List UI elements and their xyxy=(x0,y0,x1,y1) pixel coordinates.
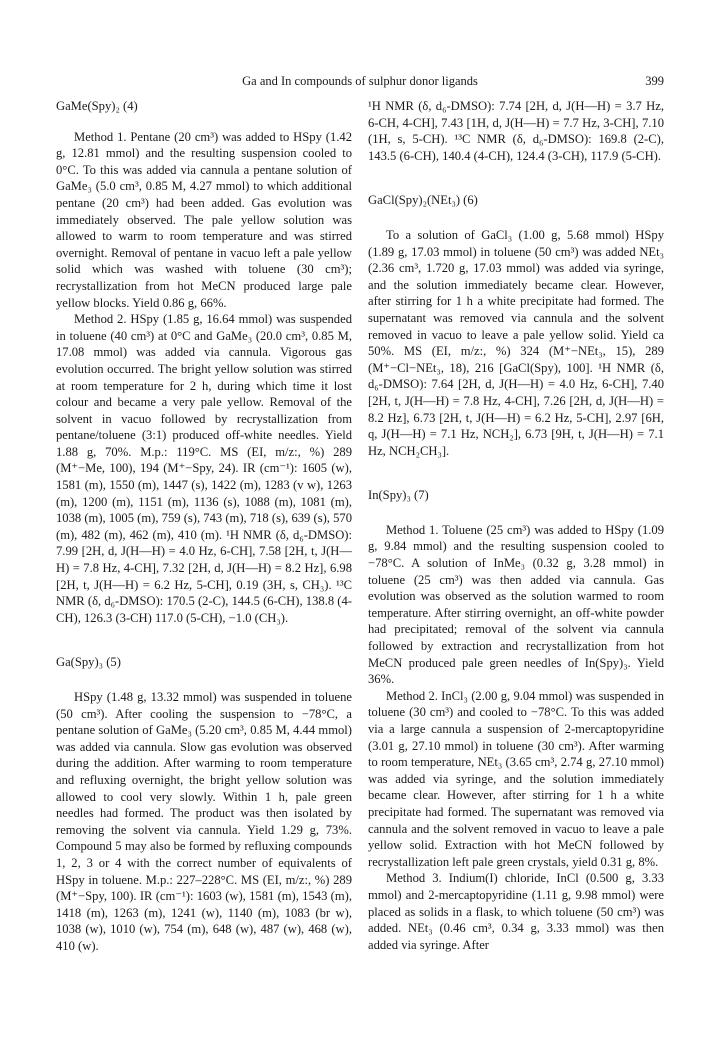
running-title: Ga and In compounds of sulphur donor ligands xyxy=(242,74,478,88)
paragraph-compound-7-method-1: Method 1. Toluene (25 cm³) was added to HSpy (1.09 g, 9.84 mmol) and the resulting suspension cooled to −78°C. A solution of InMe₃ (0.32 g, 3.28 mmol) in toluene (25 cm³) was then added via cannula. Gas evolution was observed as the solution warmed to room temperature. After stirring overnight, an off-white powder had precipitated; removal of the solvent via cannula followed by extraction and recrystallization from hot MeCN produced pale green needles of In(Spy)₃. Yield 36%. xyxy=(368,522,664,687)
paragraph-compound-4-method-2: Method 2. HSpy (1.85 g, 16.64 mmol) was suspended in toluene (40 cm³) at 0°C and GaMe₃ (20.0 cm³, 0.85 M, 17.08 mmol) was added via cannula. Vigorous gas evolution occurred. The bright yellow solution was stirred at room temperature for 2 h, during which time it lost colour and became a very pale yellow. Removal of the solvent in vacuo followed by recrystallization from pentane/toluene (3:1) produced off-white needles. Yield 1.88 g, 70%. M.p.: 119°C. MS (EI, m/z:, %) 289 (M⁺−Me, 100), 194 (M⁺−Spy, 24). IR (cm⁻¹): 1605 (w), 1581 (m), 1550 (m), 1447 (s), 1422 (m), 1283 (v w), 1263 (m), 1200 (m), 1151 (m), 1136 (s), 1088 (m), 1081 (m), 1038 (m), 1005 (m), 759 (s), 743 (m), 718 (s), 639 (s), 570 (m), 482 (m), 462 (m), 410 (m). ¹H NMR (δ, d₆-DMSO): 7.99 [2H, d, J(H—H) = 4.0 Hz, 6-CH], 7.58 [2H, t, J(H—H) = 7.8 Hz, 4-CH], 7.32 [2H, d, J(H—H) = 8.2 Hz], 6.98 [2H, t, J(H—H) = 6.2 Hz, 5-CH], 0.19 (3H, s, CH₃). ¹³C NMR (δ, d₆-DMSO): 170.5 (2-C), 144.5 (6-CH), 138.8 (4-CH), 126.3 (3-CH) 117.0 (5-CH), −1.0 (CH₃). xyxy=(56,312,352,625)
paragraph-compound-6: To a solution of GaCl₃ (1.00 g, 5.68 mmol) HSpy (1.89 g, 17.03 mmol) in toluene (50 cm³) was added NEt₃ (2.36 cm³, 1.720 g, 17.03 mmol) was added via syringe, and the solution immediately became clear. However, after stirring for 1 h a white precipitate had formed. The supernatant was removed via cannula and the solvent removed in vacuo to leave a pale yellow solid. Yield ca 50%. MS (EI, m/z:, %) 324 (M⁺−NEt₃, 15), 289 (M⁺−Cl−NEt₃, 18), 216 [GaCl(Spy), 100]. ¹H NMR (δ, d₆-DMSO): 7.64 [2H, d, J(H—H) = 4.0 Hz, 6-CH], 7.40 [2H, t, J(H—H) = 7.8 Hz, 4-CH], 7.26 [2H, d, J(H—H) = 8.2 Hz], 6.73 [2H, t, J(H—H) = 6.2 Hz, 5-CH], 2.97 [6H, q, J(H—H) = 7.1 Hz, NCH₂], 6.73 [9H, t, J(H—H) = 7.1 Hz, NCH₂CH₃]. xyxy=(368,227,664,458)
left-column xyxy=(56,98,352,955)
section-heading-compound-4: GaMe(Spy)₂ (4) xyxy=(56,99,138,113)
page-header xyxy=(56,74,664,94)
section-heading-compound-6: GaCl(Spy)₂(NEt₃) (6) xyxy=(368,193,478,208)
paragraph-compound-4-method-1: Method 1. Pentane (20 cm³) was added to HSpy (1.42 g, 12.81 mmol) and the resulting suspension cooled to 0°C. To this was added via cannula a pentane solution of GaMe₃ (5.0 cm³, 0.85 M, 4.27 mmol) to which additional pentane (20 cm³) had been added. Gas evolution was immediately observed. The pale yellow solution was allowed to warm to room temperature and was stirred overnight. Removal of pentane in vacuo left a pale yellow solid which was washed with toluene (30 cm³); recrystallization from hot MeCN produced large pale yellow blocks. Yield 0.86 g, 66%. xyxy=(56,129,352,310)
right-column xyxy=(368,98,664,953)
paragraph-compound-5: HSpy (1.48 g, 13.32 mmol) was suspended in toluene (50 cm³). After cooling the suspension to −78°C, a pentane solution of GaMe₃ (5.20 cm³, 0.85 M, 4.44 mmol) was added via cannula. Slow gas evolution was observed during the addition. After warming to room temperature and refluxing overnight, the bright yellow solution was allowed to cool very slowly. Within 1 h, pale green needles had formed. The product was then isolated by removing the solvent via cannula. Yield 1.29 g, 73%. Compound 5 may also be formed by refluxing compounds 1, 2, 3 or 4 with the correct number of equivalents of HSpy in toluene. M.p.: 227–228°C. MS (EI, m/z:, %) 289 (M⁺−Spy, 100). IR (cm⁻¹): 1603 (w), 1581 (m), 1543 (m), 1418 (m), 1263 (m), 1241 (w), 1140 (m), 1083 (br w), 1038 (w), 1010 (w), 754 (m), 648 (w), 487 (w), 468 (w), 410 (w). xyxy=(56,690,352,953)
section-heading-compound-7: In(Spy)₃ (7) xyxy=(368,488,429,503)
paragraph-compound-4-nmr: ¹H NMR (δ, d₆-DMSO): 7.74 [2H, d, J(H—H) = 3.7 Hz, 6-CH, 4-CH], 7.43 [1H, d, J(H—H) = 7.7 Hz, 3-CH], 7.10 (1H, s, 5-CH). ¹³C NMR (δ, d₆-DMSO): 169.8 (2-C), 143.5 (6-CH), 140.4 (4-CH), 124.4 (3-CH), 117.9 (5-CH). xyxy=(368,99,664,163)
section-heading-compound-5: Ga(Spy)₃ (5) xyxy=(56,655,121,670)
page-number: 399 xyxy=(645,74,664,88)
paragraph-compound-7-method-2: Method 2. InCl₃ (2.00 g, 9.04 mmol) was suspended in toluene (30 cm³) and cooled to −78°C. To this was added via a large cannula a suspension of 2-mercaptopyridine (3.01 g, 27.10 mmol) in toluene (30 cm³). After warming to room temperature, NEt₃ (3.65 cm³, 2.74 g, 27.10 mmol) was added via syringe, and the solution immediately became clear. However, after stirring for 1 h a white precipitate had formed. The supernatant was removed via cannula and the solvent removed in vacuo to leave a pale yellow solid. Extraction with hot MeCN followed by recrystallization left pale green crystals, yield 0.31 g, 8%. xyxy=(368,688,664,869)
paragraph-compound-7-method-3: Method 3. Indium(I) chloride, InCl (0.500 g, 3.33 mmol) and 2-mercaptopyridine (1.11 g, 9.98 mmol) were placed as solids in a flask, to which toluene (50 cm³) was added. NEt₃ (0.46 cm³, 0.34 g, 3.33 mmol) was then added via syringe. After xyxy=(368,871,664,952)
